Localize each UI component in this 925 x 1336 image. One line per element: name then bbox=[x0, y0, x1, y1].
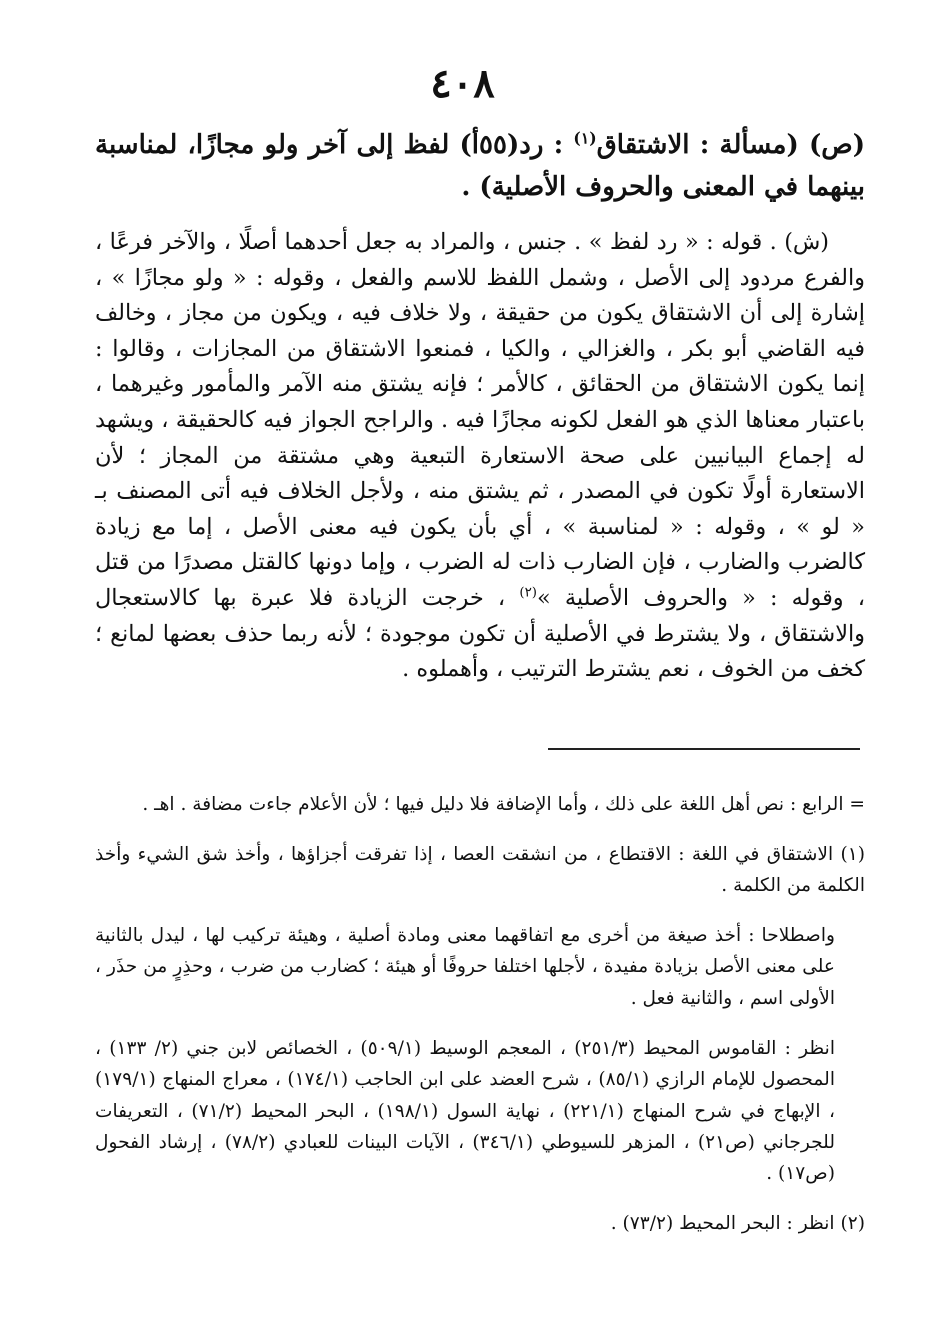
commentary-paragraph bbox=[95, 225, 865, 688]
matn-body: : رد(٥٥أ) لفظ إلى آخر ولو مجازًا، لمناسبة بينهما في المعنى والحروف الأصلية) . bbox=[95, 130, 865, 202]
footnotes bbox=[95, 770, 865, 1244]
footnote-separator bbox=[548, 748, 860, 750]
page-number: ٤٠٨ bbox=[430, 60, 495, 107]
footnote-continuation: = الرابع : نص أهل اللغة على ذلك ، وأما الإضافة فلا دليل فيها ؛ لأن الأعلام جاءت مضافة . اهـ . bbox=[142, 793, 865, 815]
commentary-part-2: ، خرجت الزيادة فلا عبرة بها كالاستعجال والاشتقاق ، ولا يشترط في الأصلية أن تكون موجودة ؛ لأنه ربما حذف بعضها لمانع ؛ كخف من الخوف ، نعم يشترط الترتيب ، وأهملوه . bbox=[95, 584, 865, 683]
footnote-mark-1: (١) bbox=[573, 128, 597, 148]
footnote-1-definition: (١) الاشتقاق في اللغة : الاقتطاع ، من انشقت العصا ، إذا تفرقت أجزاؤها ، وأخذ شق الشيء وأخذ الكلمة من الكلمة . bbox=[95, 843, 865, 896]
matn-text bbox=[95, 124, 865, 208]
commentary-text bbox=[95, 225, 865, 688]
footnote-1-terminology: واصطلاحا : أخذ صيغة من أخرى مع اتفاقهما معنى ومادة أصلية ، وهيئة تركيب لها ، ليدل بالثانية على معنى الأصل بزيادة مفيدة ، لأجلها اختلفا حروفًا أو هيئة ؛ كضارب من ضرب ، وحذِرٍ من حذَر ، الأولى اسم ، والثانية فعل . bbox=[95, 925, 835, 1009]
footnote-1-references: انظر : القاموس المحيط (٢٥١/٣) ، المعجم الوسيط (٥٠٩/١) ، الخصائص لابن جني (٢/ ١٣٣) ، المحصول للإمام الرازي (٨٥/١) ، شرح العضد على ابن الحاجب (١٧٤/١) ، معراج المنهاج (١٧٩/١) ، الإبهاج في شرح المنهاج (٢٢١/١) ، نهاية السول (١٩٨/١) ، البحر المحيط (٧١/٢) ، التعريفات للجرجاني (ص٢١) ، المزهر للسيوطي (٣٤٦/١) ، الآيات البينات للعبادي (٧٨/٢) ، إرشاد الفحول (ص١٧) . bbox=[95, 1037, 835, 1185]
footnote-mark-2: (٢) bbox=[519, 585, 538, 601]
matn-prefix: (ص) (مسألة : الاشتقاق bbox=[596, 130, 865, 160]
matn-paragraph bbox=[95, 124, 865, 208]
commentary-part-1: (ش) . قوله : « رد لفظ » . جنس ، والمراد به جعل أحدهما أصلًا ، والآخر فرعًا ، والفرع مردود إلى الأصل ، وشمل اللفظ للاسم والفعل ، وقوله : « ولو مجازًا » ، إشارة إلى أن الاشتقاق يكون من حقيقة ، ولا خلاف فيه ، ويكون من مجاز ، وخالف فيه القاضي أبو بكر ، والغزالي ، والكيا ، فمنعوا الاشتقاق من المجازات ، وقالوا : إنما يكون الاشتقاق من الحقائق ، كالأمر ؛ فإنه يشتق منه الآمر والمأمور وغيرهما ، باعتبار معناها الذي هو الفعل لكونه مجازًا فيه . والراجح الجواز فيه كالحقيقة ، ويشهد له إجماع البيانيين على صحة الاستعارة التبعية وهي مشتقة من المجاز ؛ لأن الاستعارة أولًا تكون في المصدر ، ثم يشتق منه ، ولأجل الخلاف فيه أتى المصنف بـ « لو » ، وقوله : « لمناسبة » ، أي بأن يكون فيه معنى الأصل ، إما مع زيادة كالضرب والضارب ، فإن الضارب ذات له الضرب ، وإما دونها كالقتل مصدرًا من قتل ، وقوله : « والحروف الأصلية » bbox=[95, 229, 865, 611]
footnote-2: (٢) انظر : البحر المحيط (٧٣/٢) . bbox=[610, 1213, 865, 1235]
